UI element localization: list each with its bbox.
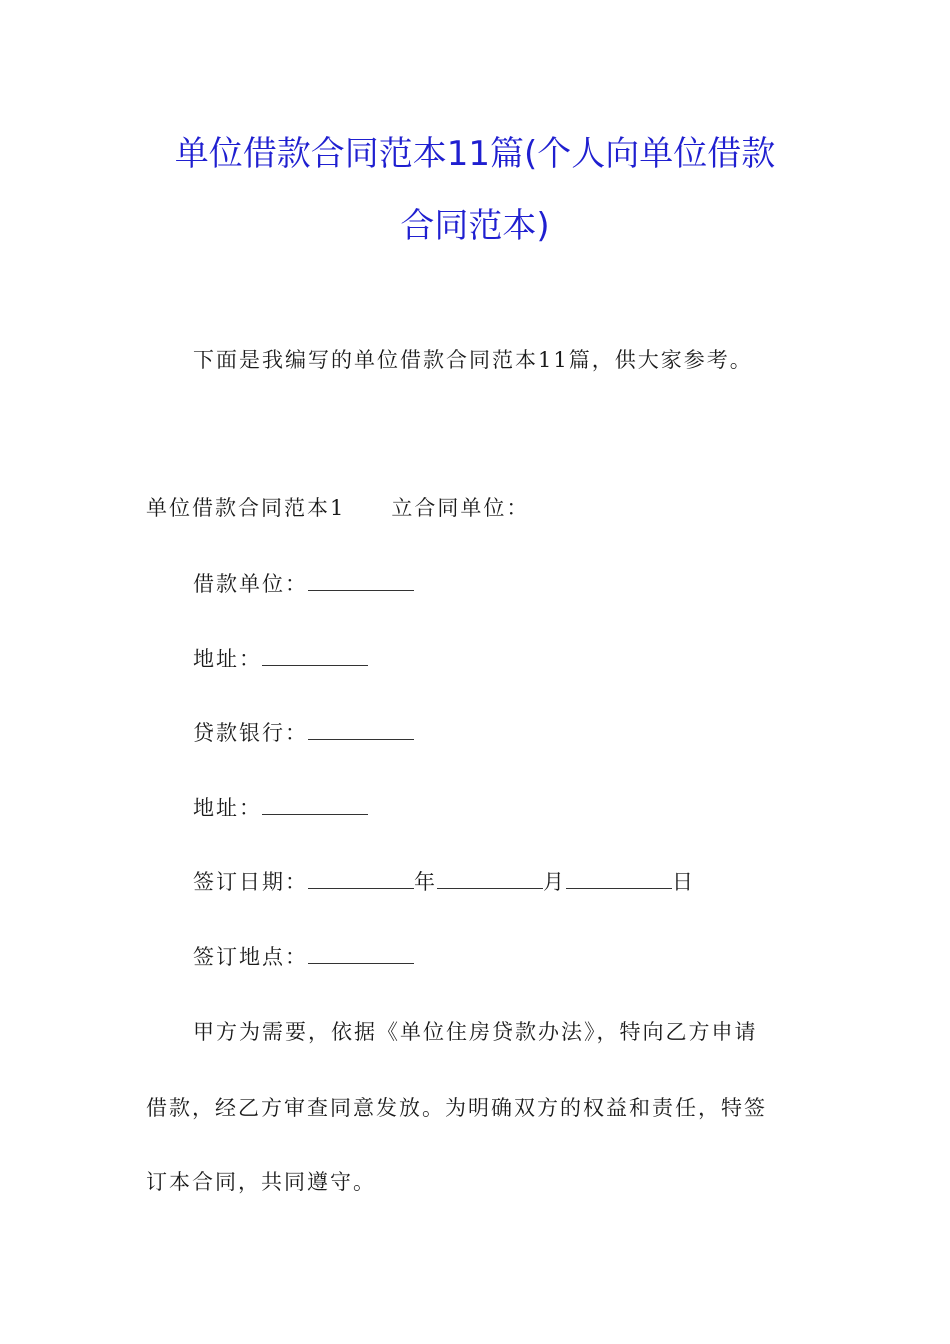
year-label: 年 (414, 870, 437, 894)
bank-field (193, 719, 414, 747)
address1-field (193, 645, 368, 673)
day-blank (566, 868, 672, 889)
intro-text: 下面是我编写的单位借款合同范本11篇，供大家参考。 (193, 348, 753, 372)
sign-date-field (193, 868, 695, 896)
address1-blank (262, 645, 368, 666)
sign-place-blank (308, 943, 414, 964)
body-paragraph-line2: 借款，经乙方审查同意发放。为明确双方的权益和责任，特签 (146, 1096, 767, 1120)
borrower-blank (308, 570, 414, 591)
address2-label: 地址： (193, 796, 262, 820)
sign-place-field (193, 943, 414, 971)
borrower-label: 借款单位： (193, 572, 308, 596)
address1-label: 地址： (193, 647, 262, 671)
party-label: 立合同单位： (391, 496, 530, 520)
sign-place-label: 签订地点： (193, 945, 308, 969)
address2-blank (262, 794, 368, 815)
bank-label: 贷款银行： (193, 721, 308, 745)
address2-field (193, 794, 368, 822)
section-title: 单位借款合同范本1 (146, 496, 346, 520)
sign-date-label: 签订日期： (193, 870, 308, 894)
document-title-line1: 单位借款合同范本11篇(个人向单位借款 (174, 134, 776, 174)
document-title-line2: 合同范本) (400, 206, 550, 246)
year-blank (308, 868, 414, 889)
body-paragraph-line3: 订本合同，共同遵守。 (146, 1170, 376, 1194)
day-label: 日 (672, 870, 695, 894)
body-paragraph-line1: 甲方为需要，依据《单位住房贷款办法》，特向乙方申请 (193, 1020, 758, 1044)
borrower-field (193, 570, 414, 598)
month-blank (437, 868, 543, 889)
section-heading (146, 494, 529, 522)
bank-blank (308, 719, 414, 740)
month-label: 月 (543, 870, 566, 894)
